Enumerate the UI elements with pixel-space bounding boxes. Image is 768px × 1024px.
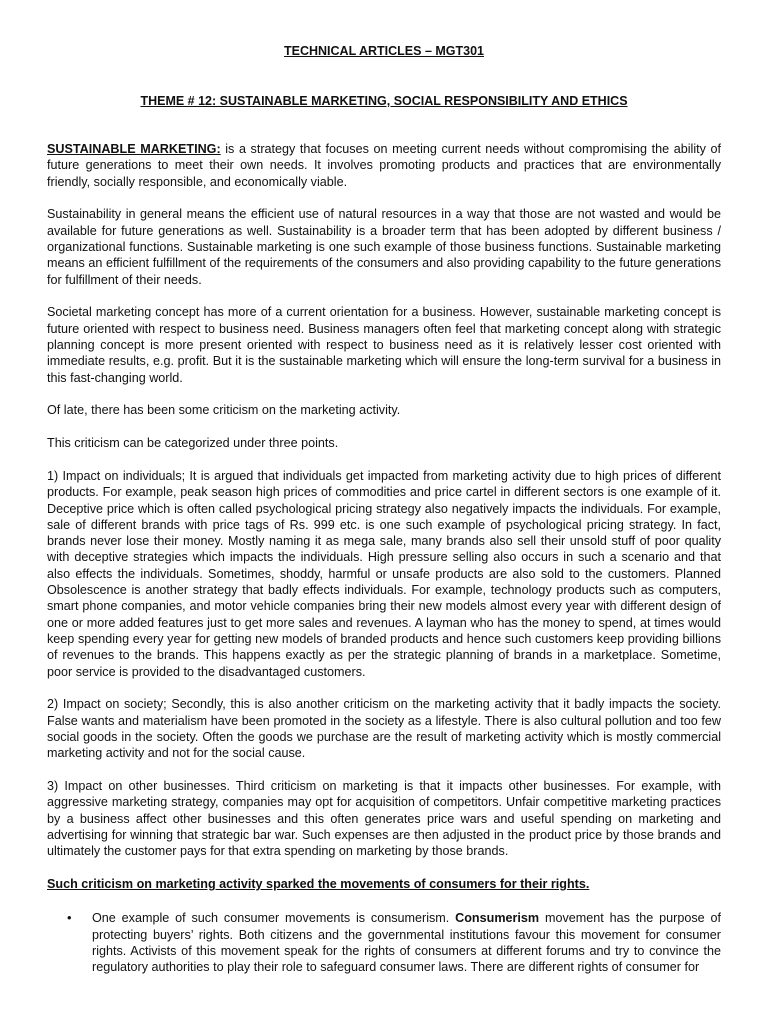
section-heading: Such criticism on marketing activity sparked the movements of consumers for their rights. [47,876,590,891]
bullet-list [47,910,721,975]
paragraph-impact-society: 2) Impact on society; Secondly, this is also another criticism on the marketing activity that it badly impacts the society. False wants and materialism have been promoted in the society as a lifestyle. There is also cultural pollution and too few social goods in the society. Often the goods we purchase are the result of marketing activity which is mostly commercial marketing activity and not for the social cause. [47,697,721,761]
paragraph-impact-businesses: 3) Impact on other businesses. Third criticism on marketing is that it impacts other businesses. For example, with aggressive marketing strategy, companies may opt for acquisition of competitors. Unfair competitive marketing practices by a business affect other businesses and this often generates price wars and useful spending on marketing and advertising for winning that strategic bar war. Such expenses are then adjusted in the product price by those brands and ultimately the customer pays for that extra spending on marketing by those brands. [47,779,721,859]
paragraph-three-points: This criticism can be categorized under three points. [47,436,339,451]
list-item [67,910,721,975]
paragraph-sustainability: Sustainability in general means the efficient use of natural resources in a way that those are not wasted and would be available for future generations as well. Sustainability is a broader term that has been adopted by different business / organizational functions. Sustainable marketing is one such example of those business functions. Sustainable marketing means an efficient fulfillment of the requirements of the consumers and also providing capability to the future generations for fulfillment of their needs. [47,207,721,287]
bullet-text-start: One example of such consumer movements is consumerism. [92,911,456,926]
bullet-text-rest: movement has the purpose of protecting buyers’ rights. Both citizens and the governmental institutions favour this movement for consumer rights. Activists of this movement speak for the rights of consumers at different forums and try to convince the regulatory authorities to play their role to safeguard consumer laws. There are different rights of consumer for [92,911,721,975]
intro-paragraph [47,141,721,190]
theme-title: THEME # 12: SUSTAINABLE MARKETING, SOCIAL RESPONSIBILITY AND ETHICS [140,94,628,108]
bullet-bold-term: Consumerism [455,911,540,926]
paragraph-societal-marketing: Societal marketing concept has more of a current orientation for a business. However, sustainable marketing concept is future oriented with respect to business need. Business managers often feel that marketing concept along with strategic planning concept is more present oriented with respect to business need as it is relatively lesser cost oriented with immediate results, e.g. profit. But it is the sustainable marketing which will ensure the long-term survival for a business in this fast-changing world. [47,305,721,385]
intro-text: is a strategy that focuses on meeting current needs without compromising the ability of future generations to meet their own needs. It involves promoting products and practices that are environmentally friendly, socially responsible, and economically viable. [47,142,722,189]
document-body [47,141,721,975]
bullet-icon: • [67,910,72,926]
paragraph-impact-individuals: 1) Impact on individuals; It is argued that individuals get impacted from marketing activity due to high prices of different products. For example, peak season high prices of commodities and price cartel in different sectors is one example of it. Deceptive price which is often called psychological pricing strategy also negatively impacts the individuals. For example, sale of different brands with price tags of Rs. 999 etc. is one such example of psychological pricing strategy. In fact, brands never lose their money. Mostly naming it as mega sale, many brands also sell their unsold stuff of poor quality with deceptive strategies which impacts the individuals. High pressure selling also occurs in such a scenario and that also effects the individuals. Sometimes, shoddy, harmful or unsafe products are also sold to the customers. Planned Obsolescence is another strategy that badly effects individuals. For example, technology products such as computers, smart phone companies, and motor vehicle companies bring their new models almost every year with different design of one or more added features just to get more sales and revenues. A layman who has the money to spend, at times would keep spending every year for getting new models of branded products and hence such customers keep providing billions of revenues to the brands. This happens exactly as per the strategic planning of brands in a marketplace. Sometime, poor service is provided to the disadvantaged customers. [47,468,721,679]
paragraph-criticism: Of late, there has been some criticism on the marketing activity. [47,403,401,418]
document-title: TECHNICAL ARTICLES – MGT301 [283,44,485,58]
intro-term: SUSTAINABLE MARKETING: [47,142,221,156]
